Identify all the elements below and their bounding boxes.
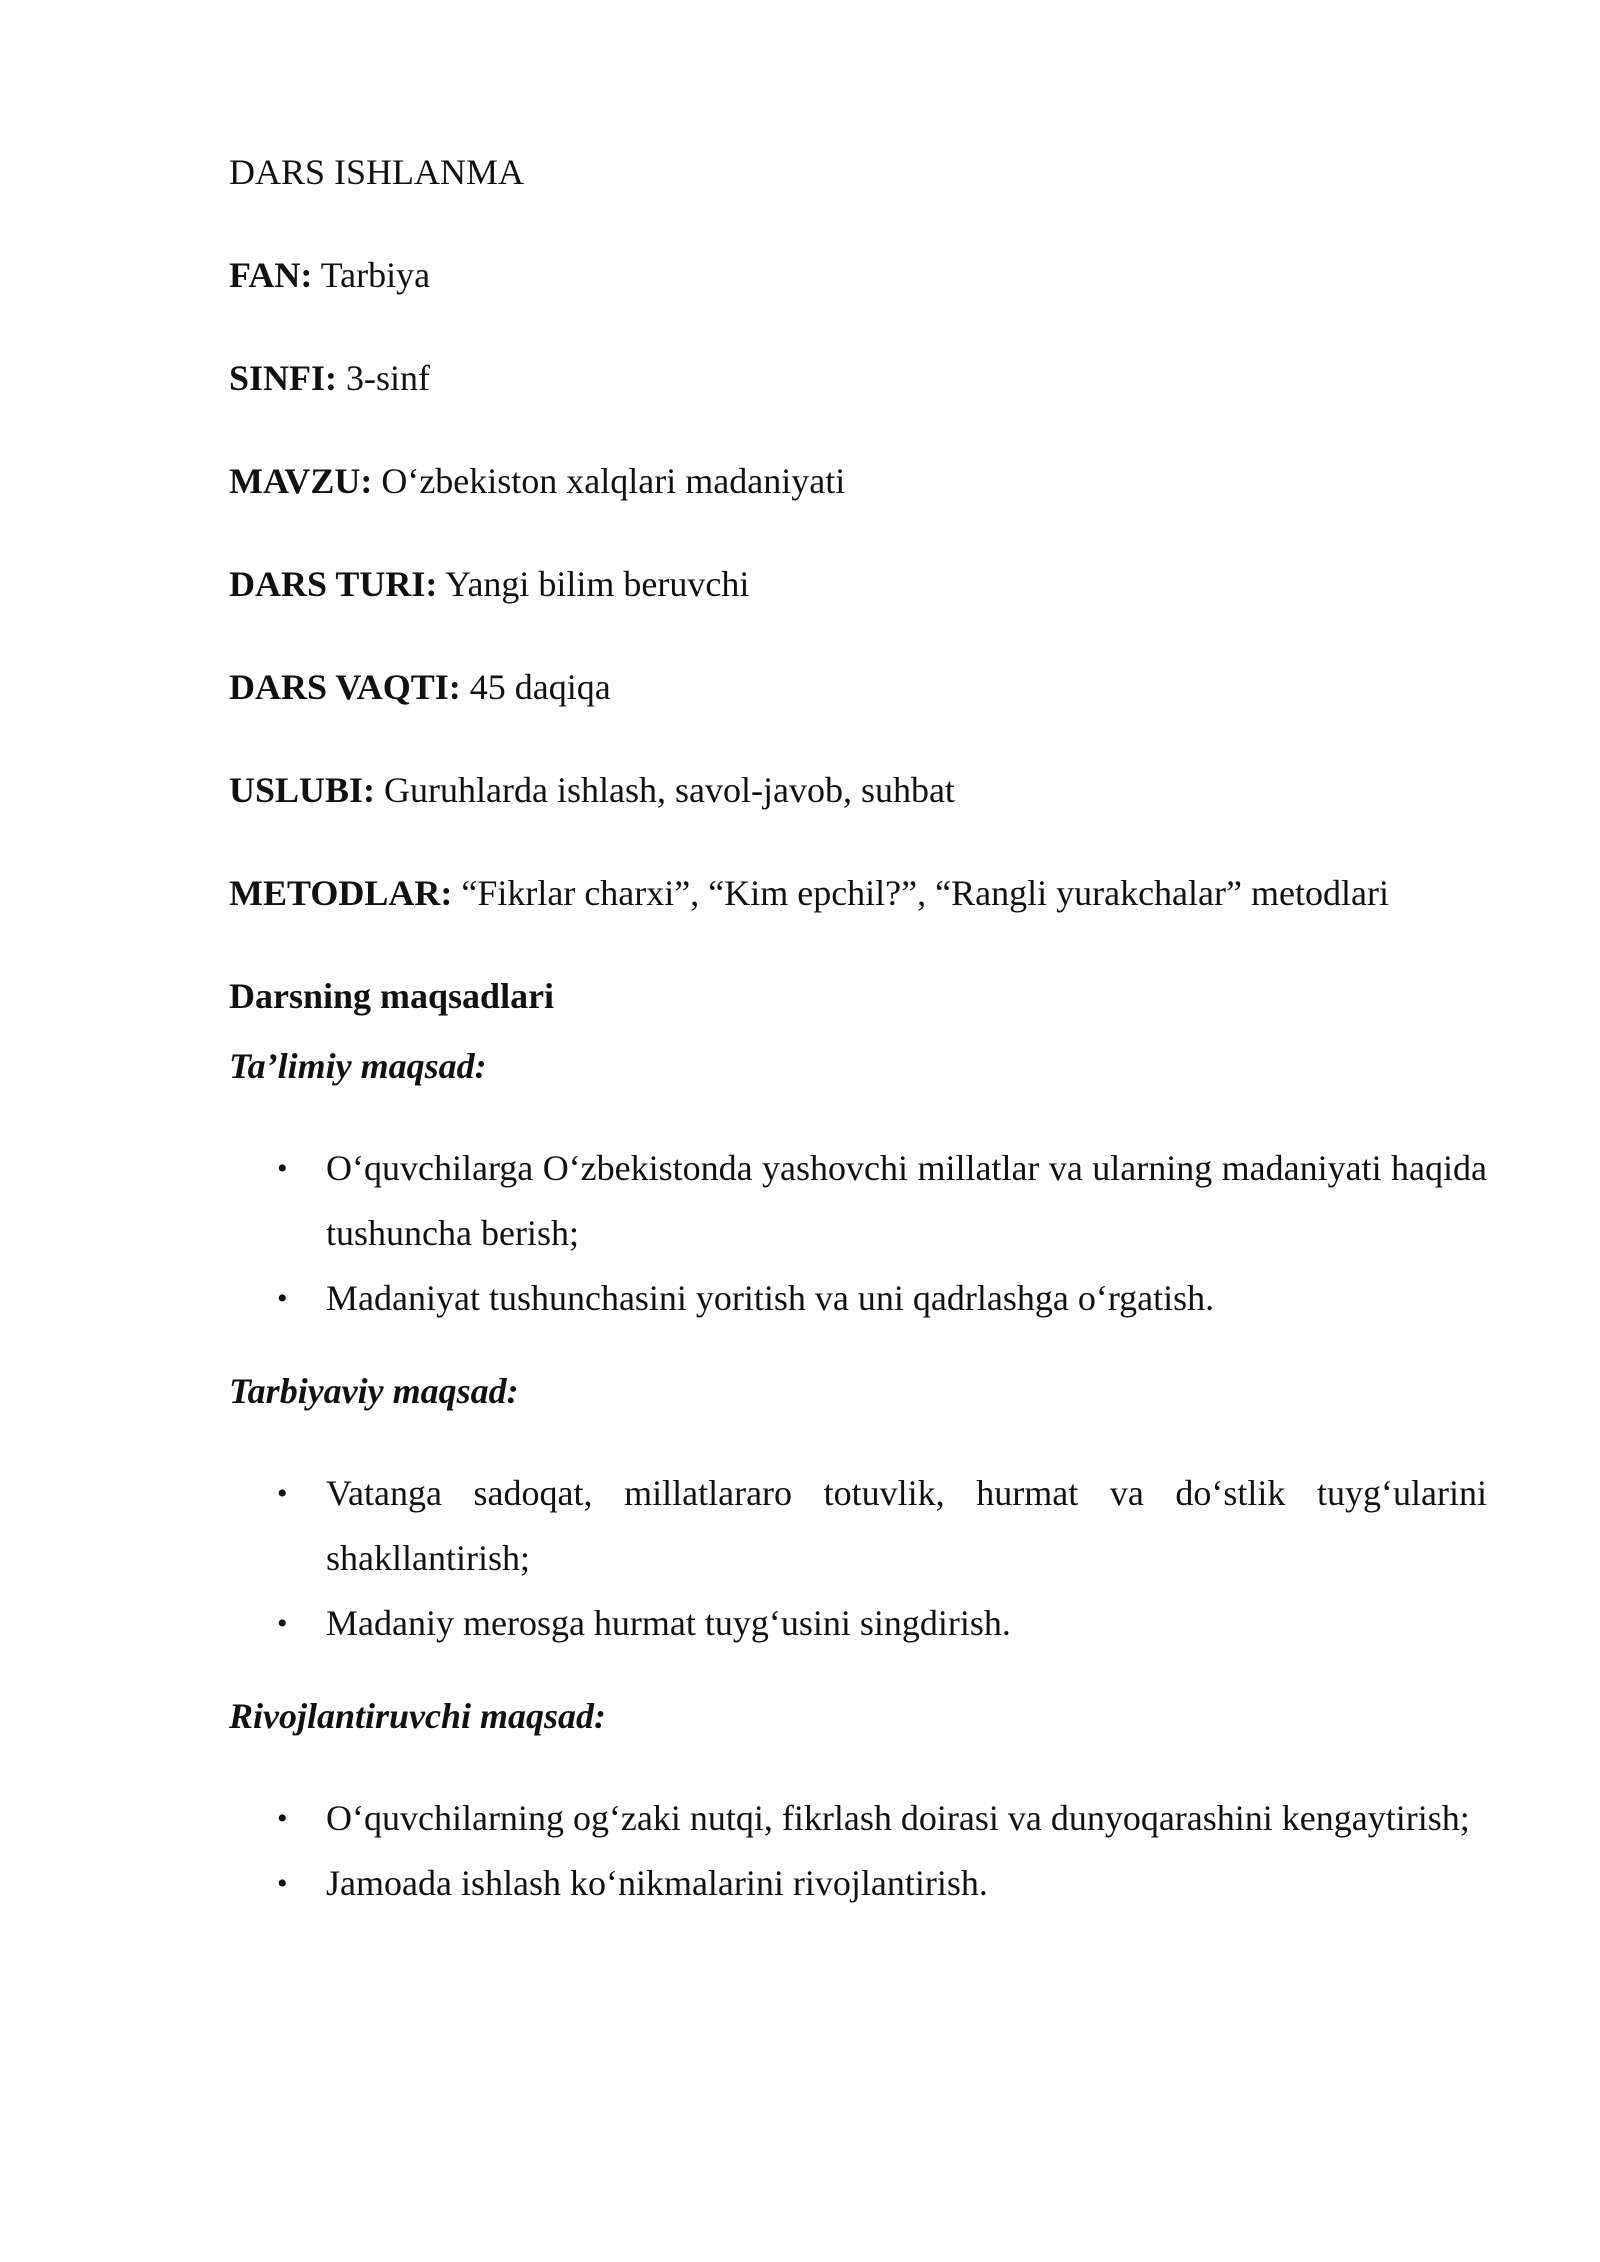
goal-list-tarbiyaviy	[229, 1461, 1487, 1656]
field-value: Yangi bilim beruvchi	[445, 564, 750, 604]
field-fan	[229, 253, 1487, 301]
document-title: DARS ISHLANMA	[229, 152, 525, 192]
bullet-icon: •	[277, 1152, 288, 1185]
goal-heading-tarbiyaviy: Tarbiyaviy maqsad:	[229, 1371, 519, 1411]
list-item	[229, 1266, 1487, 1331]
field-label: FAN:	[229, 255, 313, 295]
field-sinfi	[229, 356, 1487, 404]
bullet-icon: •	[277, 1282, 288, 1315]
list-item-text: Jamoada ishlash ko‘nikmalarini rivojlantirish.	[326, 1863, 988, 1903]
goal-heading-rivojlantiruvchi: Rivojlantiruvchi maqsad:	[229, 1696, 607, 1736]
field-metodlar	[229, 871, 1487, 919]
field-value: Tarbiya	[320, 255, 431, 295]
goal-heading-talimiy: Ta’limiy maqsad:	[229, 1046, 487, 1086]
goal-list-rivojlantiruvchi	[229, 1786, 1487, 1916]
field-dars-turi	[229, 562, 1487, 610]
list-item	[229, 1461, 1487, 1591]
field-label: SINFI:	[229, 358, 338, 398]
goal-list-talimiy	[229, 1136, 1487, 1331]
field-label: METODLAR:	[229, 873, 453, 913]
goals-heading: Darsning maqsadlari	[229, 976, 555, 1016]
bullet-icon: •	[277, 1607, 288, 1640]
field-label: USLUBI:	[229, 770, 376, 810]
bullet-icon: •	[277, 1867, 288, 1900]
field-value: 45 daqiqa	[469, 667, 611, 707]
document-page	[229, 150, 1487, 1916]
field-uslubi	[229, 768, 1487, 816]
bullet-icon: •	[277, 1477, 288, 1510]
field-value: O‘zbekiston xalqlari madaniyati	[381, 461, 846, 501]
bullet-icon: •	[277, 1802, 288, 1835]
spacer	[229, 1656, 1487, 1694]
spacer	[229, 1331, 1487, 1369]
list-item-text: Madaniyat tushunchasini yoritish va uni qadrlashga o‘rgatish.	[326, 1278, 1215, 1318]
list-item	[229, 1591, 1487, 1656]
list-item-text: Madaniy merosga hurmat tuyg‘usini singdirish.	[326, 1603, 1011, 1643]
field-value: “Fikrlar charxi”, “Kim epchil?”, “Rangli yurakchalar” metodlari	[461, 873, 1389, 913]
list-item-text: O‘quvchilarning og‘zaki nutqi, fikrlash doirasi va dunyoqarashini kengaytirish;	[326, 1798, 1470, 1838]
list-item	[229, 1136, 1487, 1266]
field-value: Guruhlarda ishlash, savol-javob, suhbat	[384, 770, 955, 810]
field-mavzu	[229, 459, 1487, 507]
field-label: DARS TURI:	[229, 564, 438, 604]
list-item-text: Vatanga sadoqat, millatlararo totuvlik, hurmat va do‘stlik tuyg‘ularini shakllantirish;	[326, 1473, 1487, 1578]
field-dars-vaqti	[229, 665, 1487, 713]
field-label: DARS VAQTI:	[229, 667, 461, 707]
list-item	[229, 1851, 1487, 1916]
list-item-text: O‘quvchilarga O‘zbekistonda yashovchi millatlar va ularning madaniyati haqida tushuncha berish;	[326, 1148, 1487, 1253]
list-item	[229, 1786, 1487, 1851]
field-label: MAVZU:	[229, 461, 373, 501]
field-value: 3-sinf	[346, 358, 431, 398]
